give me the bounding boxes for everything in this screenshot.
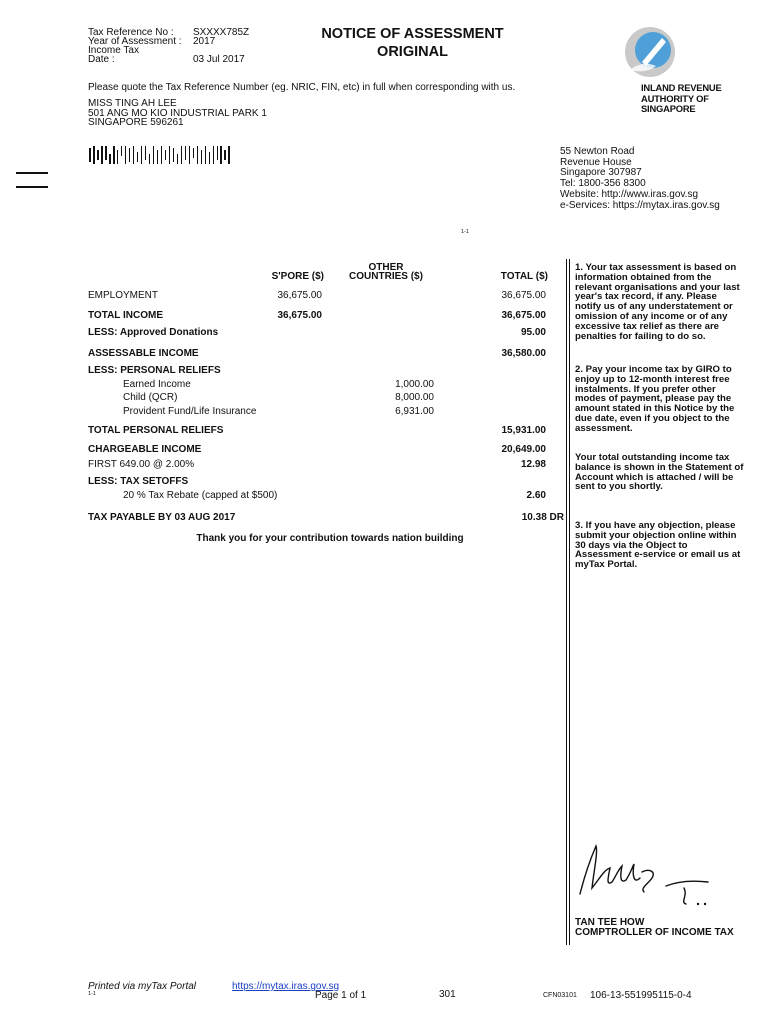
year-of-assessment-label: Year of Assessment : bbox=[88, 36, 182, 47]
iras-logo-text bbox=[641, 83, 722, 115]
tax-payable-total: 10.38 DR bbox=[521, 512, 564, 523]
form-code: CFN03101 bbox=[543, 992, 577, 999]
donations-total: 95.00 bbox=[520, 327, 546, 338]
mytax-portal-link[interactable]: https://mytax.iras.gov.sg bbox=[232, 981, 340, 992]
addressee-line: MISS TING AH LEE bbox=[88, 98, 177, 109]
col-header-other: OTHER bbox=[368, 262, 404, 273]
relief-amount: 6,931.00 bbox=[395, 406, 434, 417]
note-3: 3. If you have any objection, please submit your objection online within 30 days via the Object to Assessment e-service or email us at myTax Portal. bbox=[575, 520, 741, 571]
chargeable-income-label: CHARGEABLE INCOME bbox=[88, 444, 202, 455]
barcode bbox=[89, 146, 234, 164]
reliefs-heading: LESS: PERSONAL RELIEFS bbox=[88, 365, 221, 376]
addressee-line: 501 ANG MO KIO INDUSTRIAL PARK 1 bbox=[88, 107, 267, 119]
addressee-block bbox=[88, 99, 267, 128]
logo-line: INLAND REVENUE bbox=[641, 82, 722, 93]
footer-code: 301 bbox=[439, 989, 456, 1000]
total-income-label: TOTAL INCOME bbox=[88, 310, 163, 321]
iras-address-line: Revenue House bbox=[560, 156, 632, 168]
iras-address-line: Singapore 307987 bbox=[560, 167, 642, 179]
page-number: Page 1 of 1 bbox=[315, 990, 367, 1001]
employment-total: 36,675.00 bbox=[501, 290, 546, 301]
col-header-countries: COUNTRIES ($) bbox=[349, 271, 423, 282]
total-income-spore: 36,675.00 bbox=[277, 310, 322, 321]
tax-reference-label: Tax Reference No : bbox=[88, 27, 174, 38]
column-divider-right bbox=[569, 259, 570, 945]
relief-label: Child (QCR) bbox=[123, 392, 178, 403]
note-1: 1. Your tax assessment is based on information obtained from the relevant organisations and your last year's tax record, if any. Please notify us of any understatement or omission of any income or of any excessive tax relief as there are penalties for failing to do so. bbox=[575, 262, 740, 342]
date-label: Date : bbox=[88, 54, 115, 65]
signatory-title: COMPTROLLER OF INCOME TAX bbox=[575, 927, 734, 938]
fold-mark bbox=[16, 186, 48, 188]
signature-image bbox=[576, 838, 716, 910]
total-income-total: 36,675.00 bbox=[501, 310, 546, 321]
total-reliefs-total: 15,931.00 bbox=[501, 425, 546, 436]
assessable-income-total: 36,580.00 bbox=[501, 348, 546, 359]
footer-reference: 106-13-551995115-0-4 bbox=[590, 990, 692, 1001]
chargeable-income-total: 20,649.00 bbox=[501, 444, 546, 455]
logo-line: AUTHORITY OF bbox=[641, 92, 709, 104]
logo-line: SINGAPORE bbox=[641, 103, 696, 114]
total-reliefs-label: TOTAL PERSONAL RELIEFS bbox=[88, 425, 224, 436]
iras-address-line: e-Services: https://mytax.iras.gov.sg bbox=[560, 199, 720, 211]
page-marker: 1-1 bbox=[461, 229, 469, 235]
tax-reference-value: SXXXX785Z bbox=[193, 27, 250, 38]
relief-label: Provident Fund/Life Insurance bbox=[123, 406, 257, 417]
iras-logo-icon bbox=[622, 26, 678, 78]
addressee-line: SINGAPORE 596261 bbox=[88, 117, 184, 128]
iras-address-line: Website: http://www.iras.gov.sg bbox=[560, 188, 699, 200]
col-header-spore: S'PORE ($) bbox=[271, 271, 324, 282]
thank-you-message: Thank you for your contribution towards nation building bbox=[196, 533, 464, 544]
employment-spore: 36,675.00 bbox=[277, 290, 322, 301]
document-subtitle: ORIGINAL bbox=[377, 44, 448, 60]
setoffs-heading: LESS: TAX SETOFFS bbox=[88, 476, 189, 487]
printed-via-label: Printed via myTax Portal bbox=[88, 981, 197, 992]
relief-label: Earned Income bbox=[123, 379, 191, 390]
col-header-total: TOTAL ($) bbox=[500, 271, 548, 282]
iras-address-block bbox=[560, 147, 720, 211]
document-title: NOTICE OF ASSESSMENT bbox=[321, 26, 504, 42]
first-band-label: FIRST 649.00 @ 2.00% bbox=[88, 459, 195, 470]
rebate-label: 20 % Tax Rebate (capped at $500) bbox=[123, 490, 278, 501]
income-tax-label: Income Tax bbox=[88, 45, 139, 56]
fold-mark bbox=[16, 172, 48, 174]
tax-payable-label: TAX PAYABLE BY 03 AUG 2017 bbox=[88, 512, 236, 523]
column-divider-left bbox=[566, 259, 567, 945]
date-value: 03 Jul 2017 bbox=[193, 54, 245, 65]
signatory-name: TAN TEE HOW bbox=[575, 917, 645, 928]
iras-address-line: 55 Newton Road bbox=[560, 146, 635, 157]
note-outstanding: Your total outstanding income tax balance is shown in the Statement of Account which is attached / will be sent to you shortly. bbox=[575, 452, 744, 493]
iras-address-line: Tel: 1800-356 8300 bbox=[560, 178, 646, 190]
note-2: 2. Pay your income tax by GIRO to enjoy up to 12-month interest free instalments. If you prefer other modes of payment, please pay the amount stated in this Notice by the due date, even if you object to the assessment. bbox=[575, 364, 735, 434]
relief-amount: 1,000.00 bbox=[395, 379, 434, 390]
rebate-total: 2.60 bbox=[526, 490, 546, 501]
employment-label: EMPLOYMENT bbox=[88, 290, 159, 301]
assessable-income-label: ASSESSABLE INCOME bbox=[88, 348, 199, 359]
first-band-total: 12.98 bbox=[520, 459, 546, 470]
footer-marker: 1-1 bbox=[88, 991, 96, 997]
relief-amount: 8,000.00 bbox=[395, 392, 434, 403]
quote-notice: Please quote the Tax Reference Number (eg. NRIC, FIN, etc) in full when corresponding with us. bbox=[88, 82, 516, 93]
donations-label: LESS: Approved Donations bbox=[88, 327, 219, 338]
year-of-assessment-value: 2017 bbox=[193, 36, 216, 47]
